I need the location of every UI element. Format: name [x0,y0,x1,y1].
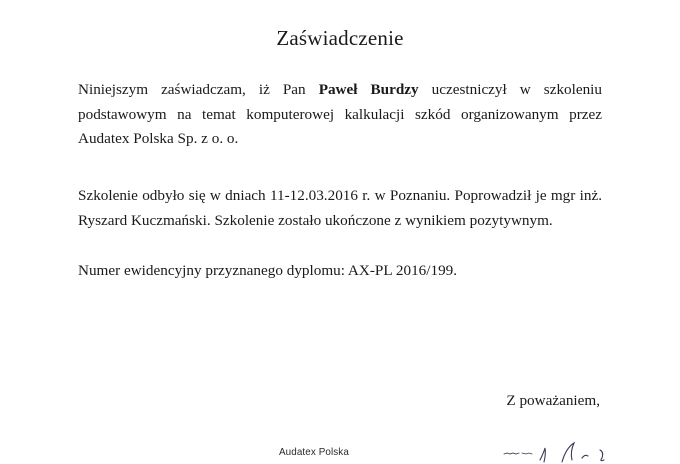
closing-salutation: Z poważaniem, [506,392,600,409]
participant-name: Paweł Burdzy [318,81,419,98]
paragraph-diploma-number: Numer ewidencyjny przyznanego dyplomu: AX-PL 2016/199. [78,262,458,279]
paragraph-participant [78,78,602,152]
paragraph-participant-intro: Niniejszym zaświadczam, iż Pan [78,81,319,98]
paragraph-training-details: Szkolenie odbyło się w dniach 11-12.03.2016 r. w Poznaniu. Poprowadził je mgr inż. Ryszard Kuczmański. Szkolenie zostało ukończone z wynikiem pozytywnym. [78,187,602,229]
paragraph-participant-rest: uczestniczył w szkoleniu podstawowym na temat komputerowej kalkulacji szkód organizowanym przez Audatex Polska Sp. z o. o. [78,81,602,147]
document-title: Zaświadczenie [276,26,404,50]
signature-icon [500,440,630,464]
company-stamp: Audatex Polska [279,446,349,458]
